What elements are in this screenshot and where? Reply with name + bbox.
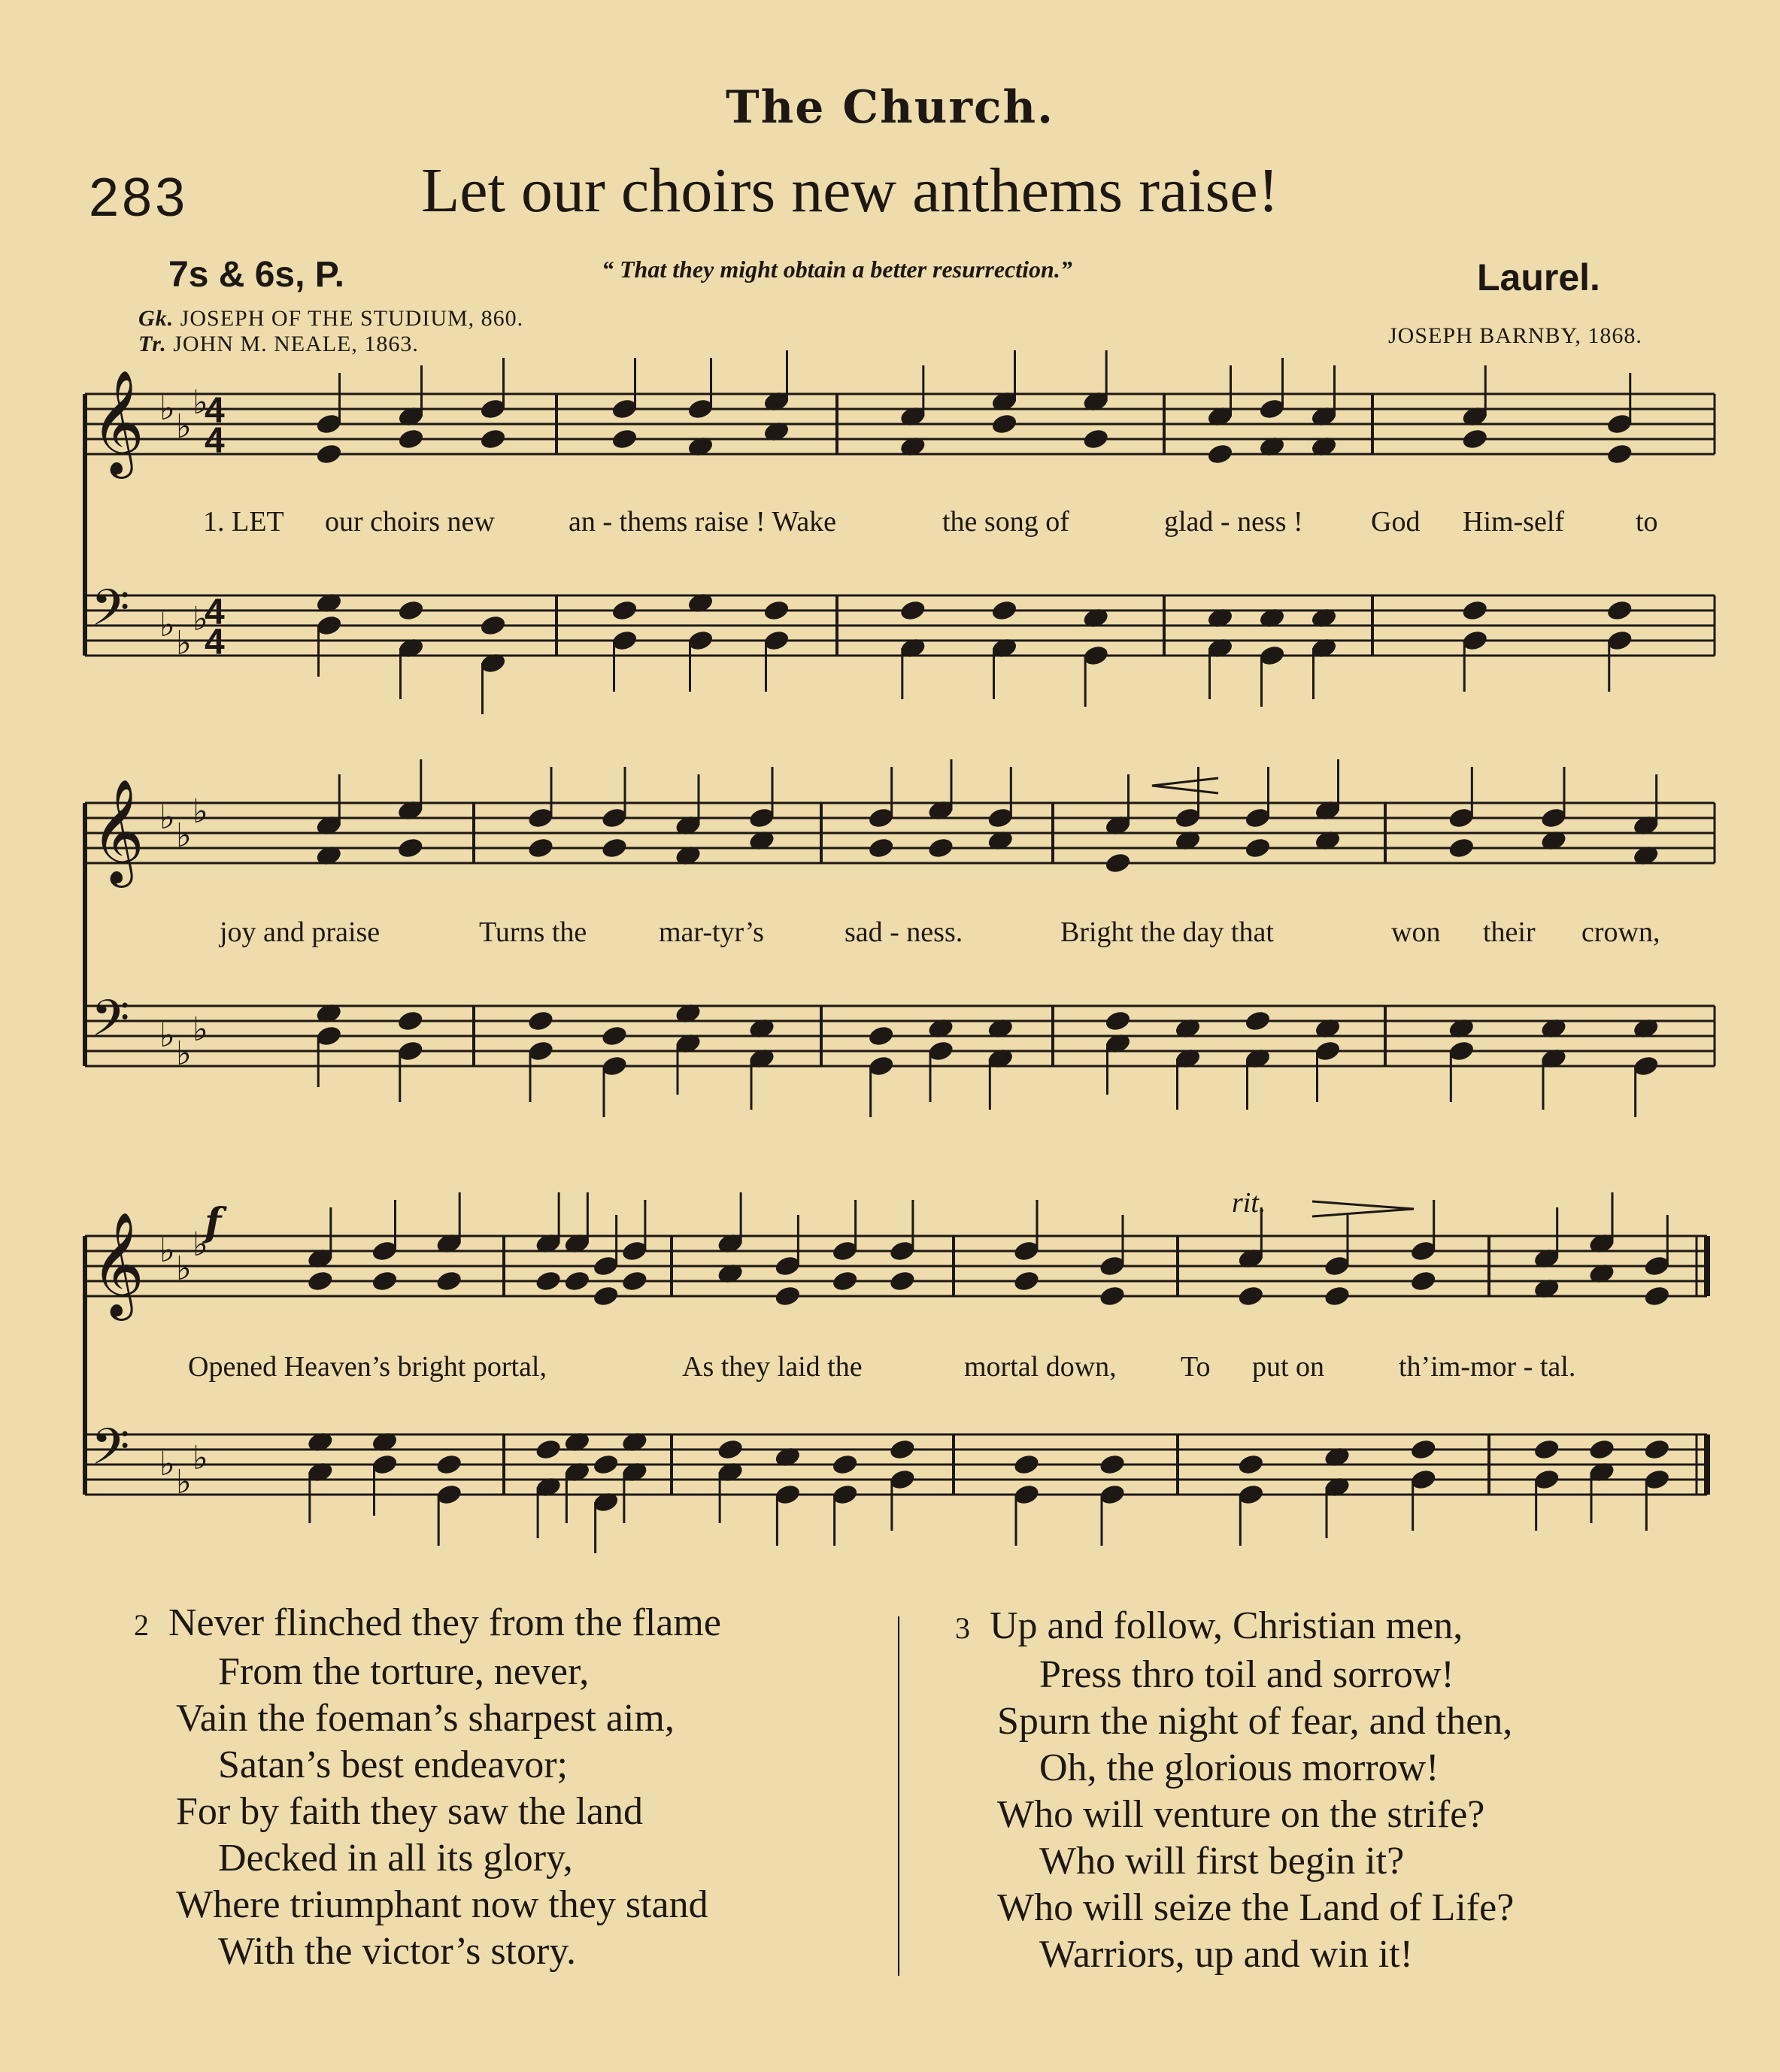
flat-icon: ♭ — [176, 624, 192, 662]
flat-icon: ♭ — [193, 1225, 208, 1264]
treble-note — [397, 427, 426, 451]
flat-icon: ♭ — [176, 1250, 192, 1288]
stanza-line: Decked in all its glory, — [218, 1837, 573, 1880]
lyric-syllable: mortal down, — [964, 1351, 1117, 1383]
treble-clef-icon: 𝄞 — [91, 1212, 144, 1316]
bass-note — [397, 598, 426, 623]
stanza-line: Up and follow, Christian men, — [990, 1604, 1463, 1647]
lyric-syllable: Bright the day that — [1060, 916, 1274, 948]
stanza-number: 2 — [134, 1608, 149, 1642]
treble-note — [1606, 442, 1634, 466]
flat-icon: ♭ — [159, 798, 175, 837]
treble-note — [1460, 427, 1489, 451]
time-signature-digit: 4 — [205, 421, 225, 461]
bass-note — [1643, 1437, 1672, 1462]
lyric-syllable: As they laid the — [682, 1351, 863, 1383]
author-label: Gk. — [138, 306, 174, 331]
flat-icon: ♭ — [193, 600, 208, 638]
bass-note — [1237, 1453, 1266, 1477]
hymn-title: Let our choirs new anthems raise! — [421, 156, 1279, 226]
stanza-3 — [955, 1603, 1514, 1978]
flat-icon: ♭ — [159, 389, 175, 428]
flat-icon: ♭ — [159, 1016, 175, 1055]
treble-note — [1323, 1284, 1351, 1308]
treble-note — [1098, 1284, 1127, 1308]
time-signature-digit: 4 — [205, 592, 225, 632]
bass-note — [1409, 1437, 1438, 1462]
treble-note — [1448, 836, 1476, 860]
flat-icon: ♭ — [193, 1010, 208, 1049]
treble-note — [479, 427, 508, 451]
treble-note — [315, 442, 344, 466]
flat-icon: ♭ — [159, 1231, 175, 1270]
bass-note — [1098, 1453, 1127, 1477]
bass-note — [1533, 1437, 1561, 1462]
flat-icon: ♭ — [159, 1445, 175, 1483]
treble-note — [534, 1269, 563, 1293]
translator-label: Tr. — [138, 332, 167, 356]
tempo-rit: rit. — [1232, 1187, 1266, 1219]
treble-note — [1409, 1269, 1438, 1293]
treble-note — [926, 836, 955, 860]
bass-note — [831, 1453, 860, 1477]
bass-note — [526, 1009, 555, 1033]
bass-note — [479, 613, 508, 638]
treble-note — [1237, 1284, 1266, 1308]
lyric-syllable: their — [1483, 916, 1536, 948]
bass-note — [1587, 1437, 1616, 1462]
stanza-line: For by faith they saw the land — [176, 1790, 643, 1833]
bass-note — [1012, 1453, 1041, 1477]
treble-clef-icon: 𝄞 — [91, 370, 144, 474]
bass-note — [867, 1024, 896, 1048]
bass-note — [899, 598, 927, 623]
flat-icon: ♭ — [176, 1463, 192, 1501]
tune-name: Laurel. — [1477, 256, 1600, 298]
treble-note — [774, 1284, 802, 1308]
treble-note — [1643, 1284, 1672, 1308]
lyric-syllable: an - thems raise ! Wake — [569, 506, 837, 538]
stanza-line: Who will venture on the strife? — [997, 1793, 1485, 1836]
lyric-syllable: crown, — [1581, 916, 1660, 948]
epigraph: “ That they might obtain a better resurrection.” — [602, 256, 1072, 283]
author-name: JOSEPH OF THE STUDIUM, 860. — [180, 306, 524, 331]
bass-note — [763, 598, 791, 623]
flat-icon: ♭ — [176, 407, 192, 446]
stanza-line: Satan’s best endeavor; — [218, 1743, 568, 1786]
bass-note — [1104, 1009, 1133, 1033]
stanza-line: Who will seize the Land of Life? — [997, 1886, 1515, 1929]
treble-note — [1081, 427, 1110, 451]
stanza-line: Never flinched they from the flame — [168, 1601, 721, 1644]
treble-note — [600, 836, 629, 860]
treble-clef-icon: 𝄞 — [91, 779, 144, 883]
composer-credit: JOSEPH BARNBY, 1868. — [1388, 323, 1642, 348]
bass-note — [611, 598, 639, 623]
stanza-line: Who will first begin it? — [1039, 1840, 1405, 1883]
treble-note — [563, 1269, 592, 1293]
bass-note — [435, 1453, 463, 1477]
treble-note — [306, 1269, 335, 1293]
stanza-number: 3 — [955, 1611, 970, 1645]
treble-note — [888, 1269, 917, 1293]
treble-note — [1206, 442, 1235, 466]
lyric-syllable: God — [1371, 506, 1421, 538]
lyric-syllable: To — [1181, 1351, 1211, 1383]
time-signature-digit: 4 — [205, 623, 225, 662]
treble-note — [371, 1269, 399, 1293]
meter: 7s & 6s, P. — [168, 255, 344, 295]
dynamic-forte: f — [205, 1200, 222, 1246]
flat-icon: ♭ — [193, 1439, 208, 1477]
stanza-line: Where triumphant now they stand — [176, 1883, 708, 1926]
stanza-line: Spurn the night of fear, and then, — [997, 1700, 1513, 1743]
stanza-line: Oh, the glorious morrow! — [1039, 1746, 1439, 1789]
lyric-syllable: Turns the — [479, 916, 587, 948]
bass-note — [990, 598, 1019, 623]
flat-icon: ♭ — [159, 606, 175, 644]
treble-note — [592, 1284, 620, 1308]
diminuendo-hairpin — [1312, 1201, 1414, 1216]
lyric-syllable: joy and praise — [220, 916, 381, 948]
treble-note — [396, 836, 425, 860]
bass-note — [1244, 1009, 1272, 1033]
bass-note — [592, 1453, 620, 1477]
lyric-syllable: put on — [1252, 1351, 1325, 1383]
flat-icon: ♭ — [193, 792, 208, 831]
flat-icon: ♭ — [193, 383, 208, 422]
lyric-syllable: won — [1391, 916, 1441, 948]
treble-note — [990, 412, 1019, 436]
stanza-line: From the torture, never, — [218, 1650, 590, 1693]
treble-note — [867, 836, 896, 860]
bass-note — [600, 1024, 629, 1048]
flat-icon: ♭ — [176, 1034, 192, 1073]
stanza-line: With the victor’s story. — [218, 1930, 576, 1973]
hymn-number: 283 — [89, 168, 189, 228]
treble-note — [1244, 836, 1272, 860]
stanza-divider — [898, 1616, 899, 1976]
bass-note — [534, 1437, 563, 1462]
lyric-syllable: Opened Heaven’s bright portal, — [188, 1351, 547, 1383]
treble-note — [831, 1269, 860, 1293]
lyric-syllable: 1. LET — [203, 506, 284, 538]
lyric-syllable: our choirs new — [325, 506, 495, 538]
lyric-syllable: glad - ness ! — [1164, 506, 1303, 538]
bass-note — [1460, 598, 1489, 623]
treble-note — [1104, 851, 1133, 875]
flat-icon: ♭ — [176, 816, 192, 855]
bass-note — [1606, 598, 1634, 623]
treble-note — [1012, 1269, 1041, 1293]
bass-clef-icon: 𝄢 — [91, 579, 130, 649]
translator-name: JOHN M. NEALE, 1863. — [173, 332, 419, 356]
lyric-syllable: to — [1636, 506, 1658, 538]
lyric-syllable: the song of — [942, 506, 1069, 538]
bass-clef-icon: 𝄢 — [91, 1418, 130, 1488]
lyric-syllable: sad - ness. — [845, 916, 963, 948]
stanza-line: Press thro toil and sorrow! — [1039, 1653, 1454, 1696]
treble-note — [611, 427, 639, 451]
bass-note — [888, 1437, 917, 1462]
lyric-syllable: mar-tyr’s — [659, 916, 764, 948]
stanza-line: Warriors, up and win it! — [1039, 1933, 1413, 1976]
time-signature-digit: 4 — [205, 391, 225, 431]
stanza-2 — [134, 1600, 721, 1975]
treble-note — [620, 1269, 649, 1293]
treble-note — [435, 1269, 463, 1293]
section-header: The Church. — [726, 81, 1054, 134]
crescendo-hairpin — [1152, 778, 1218, 793]
stanza-line: Vain the foeman’s sharpest aim, — [176, 1697, 675, 1740]
lyric-syllable: Him-self — [1463, 506, 1565, 538]
bass-note — [716, 1437, 744, 1462]
treble-note — [526, 836, 555, 860]
lyric-syllable: th’im-mor - tal. — [1399, 1351, 1576, 1383]
bass-clef-icon: 𝄢 — [91, 989, 130, 1059]
bass-note — [396, 1009, 425, 1033]
